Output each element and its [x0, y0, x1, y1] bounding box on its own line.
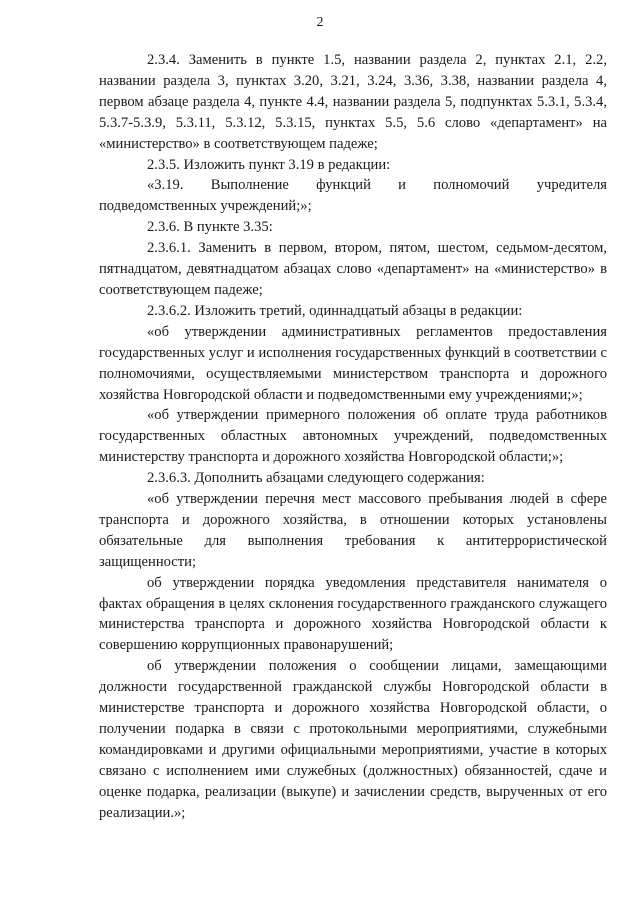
paragraph-2-3-6-1: 2.3.6.1. Заменить в первом, втором, пятом, шестом, седьмом-десятом, пятнадцатом, девятнадцатом абзацах слово «департамент» на «министерство» в соответствующем падеже;	[99, 240, 607, 298]
page-number: 2	[316, 15, 324, 30]
document-body	[99, 50, 607, 824]
paragraph-2-3-6-2: 2.3.6.2. Изложить третий, одиннадцатый абзацы в редакции:	[147, 302, 523, 319]
paragraph-2-3-4: 2.3.4. Заменить в пункте 1.5, названии раздела 2, пунктах 2.1, 2.2, названии раздела 3, пунктах 3.20, 3.21, 3.24, 3.36, 3.38, названии раздела 4, первом абзаце раздела 4, пункте 4.4, названии раздела 5, подпунктах 5.3.1, 5.3.4, 5.3.7-5.3.9, 5.3.11, 5.3.12, 5.3.15, пунктах 5.5, 5.6 слово «департамент» на «министерство» в соответствующем падеже;	[99, 52, 607, 152]
paragraph-gift-regulation: об утверждении положения о сообщении лицами, замещающими должности государственной гражданской службы Новгородской области в министерстве транспорта и дорожного хозяйства Новгородской области, о получении подарка в связи с протокольными мероприятиями, служебными командировками и другими официальными мероприятиями, участие в которых связано с исполнением ими служебных (должностных) обязанностей, сдаче и оценке подарка, реализации (выкупе) и зачислении средств, вырученных от его реализации.»;	[99, 658, 607, 821]
paragraph-2-3-6-3: 2.3.6.3. Дополнить абзацами следующего содержания:	[147, 470, 485, 487]
paragraph-2-3-5: 2.3.5. Изложить пункт 3.19 в редакции:	[147, 156, 391, 173]
paragraph-quote-admin-regulations: «об утверждении административных регламентов предоставления государственных услуг и исполнения государственных функций в соответствии с полномочиями, осуществляемыми министерством транспорта и дорожного хозяйства Новгородской области и подведомственными ему учреждениями;»;	[99, 323, 607, 403]
paragraph-quote-mass-stay-places: «об утверждении перечня мест массового пребывания людей в сфере транспорта и дорожного хозяйства, в отношении которых установлены обязательные для выполнения требования к антитеррористической защищенности;	[99, 491, 607, 570]
paragraph-3-19-quote: «3.19. Выполнение функций и полномочий учредителя подведомственных учреждений;»;	[99, 177, 607, 215]
paragraph-notification-procedure: об утверждении порядка уведомления представителя нанимателя о фактах обращения в целях склонения государственного гражданского служащего министерства транспорта и дорожного хозяйства Новгородской области к совершению коррупционных правонарушений;	[99, 574, 607, 654]
paragraph-2-3-6: 2.3.6. В пункте 3.35:	[147, 219, 273, 236]
paragraph-quote-payment-regulation: «об утверждении примерного положения об оплате труда работников государственных областных автономных учреждений, подведомственных министерству транспорта и дорожного хозяйства Новгородской области;»;	[99, 407, 607, 466]
